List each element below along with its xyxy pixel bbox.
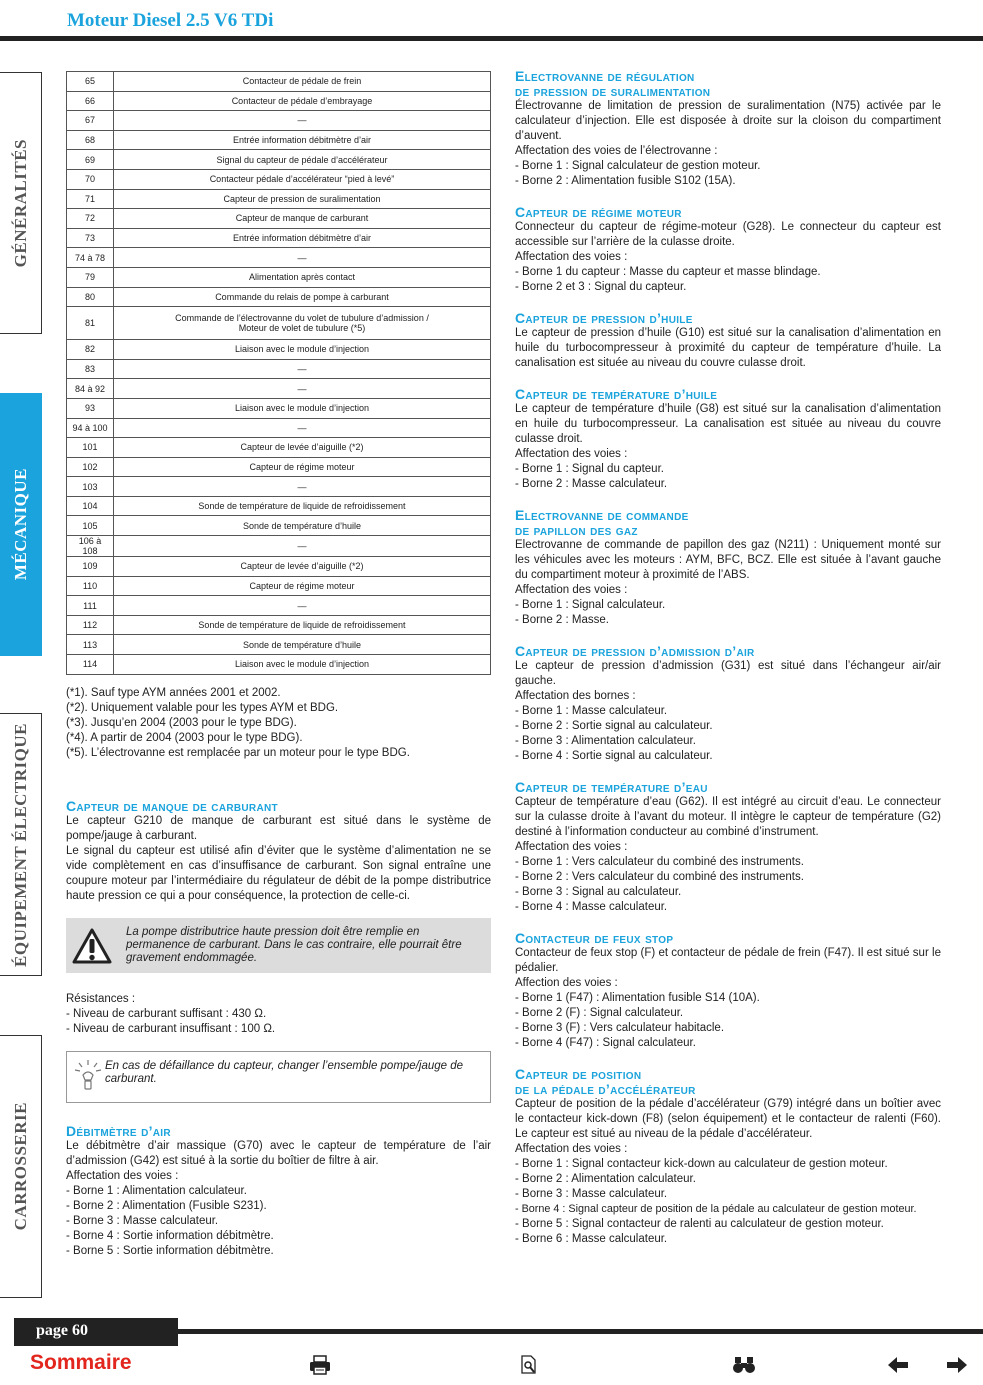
list-item: - Borne 2 : Alimentation calculateur.: [515, 1173, 696, 1185]
table-row: [67, 150, 491, 170]
pin-description: Liaison avec le module d’injection: [114, 655, 491, 675]
pin-description: Signal du capteur de pédale d’accélérateur: [114, 150, 491, 170]
section-title: Capteur de pression d’huile: [515, 310, 693, 326]
pin-number: 74 à 78: [67, 248, 114, 268]
printer-icon[interactable]: [308, 1354, 332, 1376]
list-item: - Borne 1 : Vers calculateur du combiné des instruments.: [515, 856, 804, 868]
paragraph: Le capteur de pression d’huile (G10) est situé sur la canalisation d’alimentation en huile du turbocompresseur à proximité du capteur de température d’huile. La canalisation est située au niveau du couvre culasse droit.: [515, 327, 941, 369]
paragraph: Connecteur du capteur de régime-moteur (G28). Le connecteur du capteur est accessible sur l’arrière de la culasse droite.: [515, 221, 941, 248]
binoculars-icon[interactable]: [732, 1354, 756, 1376]
table-row: [67, 418, 491, 438]
list-item: - Borne 2 : Vers calculateur du combiné des instruments.: [515, 871, 804, 883]
pin-number: 113: [67, 635, 114, 655]
footer-rule: [178, 1329, 983, 1334]
list-item: - Borne 5 : Signal contacteur de ralenti au calculateur de gestion moteur.: [515, 1218, 884, 1230]
pin-description: —: [114, 477, 491, 497]
table-row: [67, 267, 491, 287]
table-row: [67, 576, 491, 596]
pin-number: 69: [67, 150, 114, 170]
list-item: - Borne 6 : Masse calculateur.: [515, 1233, 668, 1245]
pin-number: 94 à 100: [67, 418, 114, 438]
section-title: de pression de suralimentation: [515, 83, 711, 99]
section-title: Débitmètre d’air: [66, 1123, 171, 1139]
list-item: - Borne 4 : Masse calculateur.: [515, 901, 668, 913]
list-item: - Borne 2 : Alimentation fusible S102 (15A).: [515, 175, 736, 187]
tab-equipement-electrique[interactable]: [0, 713, 42, 976]
table-row: [67, 655, 491, 675]
table-row: [67, 359, 491, 379]
list-item: - Borne 3 : Masse calculateur.: [66, 1215, 219, 1227]
table-row: [67, 287, 491, 307]
list-item: - Borne 1 du capteur : Masse du capteur et masse blindage.: [515, 266, 821, 278]
table-row: [67, 398, 491, 418]
pin-description: Capteur de levée d’aiguille (*2): [114, 557, 491, 577]
tip-box: [66, 1051, 491, 1103]
pin-description: Capteur de pression de suralimentation: [114, 189, 491, 209]
table-row: [67, 189, 491, 209]
pin-description: [114, 307, 491, 340]
pin-description: Capteur de levée d’aiguille (*2): [114, 438, 491, 458]
tip-icon: [73, 1058, 103, 1094]
list-item: Affectation des voies :: [515, 251, 628, 263]
paragraph: Le capteur de température d’huile (G8) est situé sur la canalisation d’alimentation en huile du turbocompresseur. La canalisation est située au niveau du couvre culasse droit.: [515, 403, 941, 445]
table-row: [67, 91, 491, 111]
table-row: [67, 72, 491, 92]
pin-number: 112: [67, 615, 114, 635]
list-item: - Borne 3 (F) : Vers calculateur habitacle.: [515, 1022, 725, 1034]
list-item: - Borne 2 (F) : Signal calculateur.: [515, 1007, 684, 1019]
pin-number: 65: [67, 72, 114, 92]
pin-number: 83: [67, 359, 114, 379]
pin-description: Sonde de température de liquide de refroidissement: [114, 496, 491, 516]
list-item: Affectation des bornes :: [515, 690, 636, 702]
zoom-icon[interactable]: [518, 1354, 542, 1376]
pin-description: Entrée information débitmètre d’air: [114, 130, 491, 150]
table-row: [67, 536, 491, 557]
pin-number: 66: [67, 91, 114, 111]
list-item: Affectation des voies de l’électrovanne :: [515, 145, 718, 157]
pin-number: 104: [67, 496, 114, 516]
list-item: - Borne 2 : Sortie signal au calculateur.: [515, 720, 713, 732]
list-item: Affectation des voies :: [515, 841, 628, 853]
table-row: [67, 379, 491, 399]
right-column: [515, 69, 941, 1247]
section-title: de la pédale d’accélérateur: [515, 1081, 696, 1097]
section-title: Capteur de manque de carburant: [66, 798, 278, 814]
pin-number: 81: [67, 307, 114, 340]
list-item: - Borne 1 : Signal contacteur kick-down au calculateur de gestion moteur.: [515, 1158, 888, 1170]
list-item: Affectation des voies :: [515, 448, 628, 460]
arrow-right-icon[interactable]: [945, 1354, 969, 1376]
list-item: - Niveau de carburant insuffisant : 100 Ω.: [66, 1023, 276, 1035]
tab-label: CARROSSERIE: [10, 1102, 30, 1231]
paragraph: Le débitmètre d’air massique (G70) avec le capteur de température de l’air d’admission (G42) est situé à la sortie du boîtier de filtre à air.: [66, 1140, 491, 1167]
pin-number: 101: [67, 438, 114, 458]
sommaire-link[interactable]: Sommaire: [30, 1351, 132, 1374]
list-item: - Borne 3 : Signal au calculateur.: [515, 886, 682, 898]
footnote: (*5). L’électrovanne est remplacée par un moteur pour le type BDG.: [66, 747, 410, 759]
table-row: [67, 111, 491, 131]
tab-label: MÉCANIQUE: [10, 468, 30, 581]
pin-description: Entrée information débitmètre d’air: [114, 228, 491, 248]
tip-text: En cas de défaillance du capteur, changer l’ensemble pompe/jauge de carburant.: [105, 1060, 464, 1085]
warning-icon: [72, 928, 112, 964]
section-title: Capteur de température d’eau: [515, 779, 708, 795]
resistances-label: Résistances :: [66, 993, 136, 1005]
list-item: - Borne 5 : Sortie information débitmètre.: [66, 1245, 274, 1257]
list-item: - Borne 2 et 3 : Signal du capteur.: [515, 281, 687, 293]
footnote: (*3). Jusqu’en 2004 (2003 pour le type BDG).: [66, 717, 297, 729]
pin-number: 70: [67, 169, 114, 189]
pin-number: 79: [67, 267, 114, 287]
footnotes: [66, 686, 491, 761]
table-row: [67, 248, 491, 268]
list-item: Affectation des voies :: [515, 1143, 628, 1155]
list-item: - Borne 2 : Masse.: [515, 614, 609, 626]
table-row: [67, 130, 491, 150]
paragraph: Électrovanne de limitation de pression de suralimentation (N75) activée par le calculateur d’injection. Elle est disposée à droite sur la cloison du compartiment d’auvent.: [515, 100, 941, 142]
pin-number: 68: [67, 130, 114, 150]
pin-number: 93: [67, 398, 114, 418]
list-item: - Niveau de carburant suffisant : 430 Ω.: [66, 1008, 267, 1020]
arrow-left-icon[interactable]: [886, 1354, 910, 1376]
tab-mecanique[interactable]: [0, 393, 42, 656]
table-row: [67, 635, 491, 655]
pin-description: Contacteur pédale d’accélérateur “pied à levé”: [114, 169, 491, 189]
paragraph: Capteur de température d’eau (G62). Il est intégré au circuit d’eau. Le connecteur sur la culasse droite à l’avant du moteur. Il intègre le capteur de température (G2) destiné à l’information conducteur au combiné d’instrument.: [515, 796, 941, 838]
pin-description-line: Commande de l’électrovanne du volet de tubulure d’admission /: [175, 313, 429, 324]
footnote: (*2). Uniquement valable pour les types AYM et BDG.: [66, 702, 339, 714]
list-item: - Borne 4 : Sortie signal au calculateur.: [515, 750, 713, 762]
pin-number: 71: [67, 189, 114, 209]
list-item: - Borne 3 : Masse calculateur.: [515, 1188, 668, 1200]
table-row: [67, 596, 491, 616]
paragraph: Capteur de position de la pédale d’accélérateur (G79) intégré dans un boîtier avec le contacteur kick-down (F8) (selon équipement) et le contacteur de ralenti (F60). Le capteur est situé au niveau de la pédale d’accélérateur.: [515, 1098, 941, 1140]
pin-description: Sonde de température de liquide de refroidissement: [114, 615, 491, 635]
pin-description: Liaison avec le module d’injection: [114, 340, 491, 360]
pin-description: —: [114, 111, 491, 131]
pin-number: 67: [67, 111, 114, 131]
pin-number: 82: [67, 340, 114, 360]
section-title: Capteur de pression d’admission d’air: [515, 643, 755, 659]
pin-table: [66, 71, 491, 675]
table-row: [67, 496, 491, 516]
left-column: [66, 686, 491, 1259]
tab-generalites[interactable]: [0, 72, 42, 334]
pin-description: Contacteur de pédale de frein: [114, 72, 491, 92]
pin-description: Sonde de température d’huile: [114, 516, 491, 536]
pin-number: 73: [67, 228, 114, 248]
pin-description: Capteur de régime moteur: [114, 576, 491, 596]
page-number: page 60: [14, 1318, 178, 1346]
pin-number: 109: [67, 557, 114, 577]
pin-description: Capteur de régime moteur: [114, 457, 491, 477]
pin-number: 72: [67, 209, 114, 229]
pin-description: Commande du relais de pompe à carburant: [114, 287, 491, 307]
footnote: (*1). Sauf type AYM années 2001 et 2002.: [66, 687, 281, 699]
header-rule: [0, 36, 983, 41]
section-title: Contacteur de feux stop: [515, 930, 674, 946]
table-row: [67, 209, 491, 229]
pin-number: 106 à 108: [67, 536, 114, 557]
table-row: [67, 169, 491, 189]
section-title: Electrovanne de commande: [515, 507, 689, 523]
list-item: - Borne 3 : Alimentation calculateur.: [515, 735, 696, 747]
pin-number: 80: [67, 287, 114, 307]
pin-number: 103: [67, 477, 114, 497]
list-item: - Borne 1 : Masse calculateur.: [515, 705, 668, 717]
pin-description: Liaison avec le module d’injection: [114, 398, 491, 418]
pin-description: —: [114, 536, 491, 557]
list-item: - Borne 1 : Signal du capteur.: [515, 463, 664, 475]
tab-label: ÉQUIPEMENT ÉLECTRIQUE: [10, 722, 30, 967]
table-row: [67, 307, 491, 340]
list-item: Affectation des voies :: [66, 1170, 179, 1182]
table-row: [67, 477, 491, 497]
paragraph: Contacteur de feux stop (F) et contacteur de pédale de frein (F47). Il est situé sur le pédalier.: [515, 947, 941, 974]
list-item: - Borne 1 (F47) : Alimentation fusible S14 (10A).: [515, 992, 760, 1004]
pin-description: Contacteur de pédale d’embrayage: [114, 91, 491, 111]
pin-description: Sonde de température d’huile: [114, 635, 491, 655]
paragraph: Electrovanne de commande de papillon des gaz (N211) : Uniquement monté sur les véhicules avec les moteurs : AYM, BFC, BCZ. Elle est située à l’avant gauche du compartiment moteur à proximité de l’ABS.: [515, 539, 941, 581]
pin-description: —: [114, 418, 491, 438]
pin-number: 105: [67, 516, 114, 536]
section-title: Capteur de position: [515, 1066, 642, 1082]
table-row: [67, 516, 491, 536]
table-row: [67, 438, 491, 458]
pin-number: 111: [67, 596, 114, 616]
pin-number: 84 à 92: [67, 379, 114, 399]
tab-carrosserie[interactable]: [0, 1035, 42, 1298]
warning-text: La pompe distributrice haute pression doit être remplie en permanence de carburant. Dans le cas contraire, elle pourrait être gravement endommagée.: [126, 926, 462, 964]
pin-description: Capteur de manque de carburant: [114, 209, 491, 229]
table-row: [67, 557, 491, 577]
warning-box: [66, 918, 491, 973]
footnote: (*4). A partir de 2004 (2003 pour le type BDG).: [66, 732, 303, 744]
paragraph: Le capteur G210 de manque de carburant est situé dans le système de pompe/jauge à carburant.: [66, 815, 491, 842]
pin-description-line: Moteur de volet de tubulure (*5): [238, 323, 366, 334]
table-row: [67, 457, 491, 477]
list-item: - Borne 1 : Signal calculateur.: [515, 599, 666, 611]
table-row: [67, 615, 491, 635]
section-title: Electrovanne de régulation: [515, 68, 695, 84]
table-row: [67, 228, 491, 248]
list-item: - Borne 2 : Alimentation (Fusible S231).: [66, 1200, 267, 1212]
paragraph: Le signal du capteur est utilisé afin d’éviter que le système d’alimentation ne se vide complètement en cas d’insuffisance de carburant. Son signal entraîne une coupure moteur par l’intermédiaire du régulateur de débit de la pompe distributrice haute pression ce qui a pour conséquence, la protection de celle-ci.: [66, 845, 491, 902]
list-item: - Borne 1 : Signal calculateur de gestion moteur.: [515, 160, 761, 172]
list-item: - Borne 4 (F47) : Signal calculateur.: [515, 1037, 696, 1049]
section-title: Capteur de température d’huile: [515, 386, 718, 402]
list-item: - Borne 1 : Alimentation calculateur.: [66, 1185, 247, 1197]
pin-number: 102: [67, 457, 114, 477]
section-title: Capteur de régime moteur: [515, 204, 682, 220]
paragraph: Le capteur de pression d’admission (G31) est situé dans l’échangeur air/air gauche.: [515, 660, 941, 687]
page-title: Moteur Diesel 2.5 V6 TDi: [67, 10, 274, 31]
pin-number: 110: [67, 576, 114, 596]
pin-description: —: [114, 379, 491, 399]
pin-number: 114: [67, 655, 114, 675]
list-item: - Borne 2 : Masse calculateur.: [515, 478, 668, 490]
table-row: [67, 340, 491, 360]
list-item: Affectation des voies :: [515, 584, 628, 596]
tab-label: GÉNÉRALITÉS: [10, 138, 30, 268]
list-item: Affection des voies :: [515, 977, 618, 989]
pin-description: —: [114, 596, 491, 616]
pin-description: —: [114, 359, 491, 379]
pin-description: Alimentation après contact: [114, 267, 491, 287]
pin-description: —: [114, 248, 491, 268]
list-item: - Borne 4 : Sortie information débitmètre.: [66, 1230, 274, 1242]
list-item: - Borne 4 : Signal capteur de position de la pédale au calculateur de gestion moteur.: [515, 1203, 917, 1215]
section-title: de papillon des gaz: [515, 522, 638, 538]
